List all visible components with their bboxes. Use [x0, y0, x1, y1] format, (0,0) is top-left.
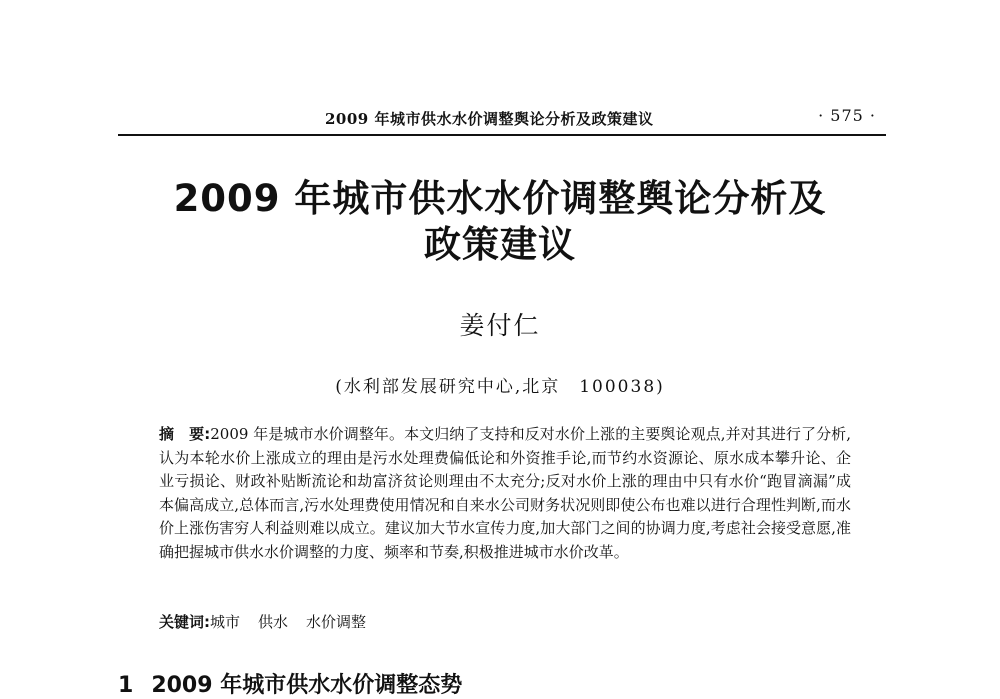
author-affiliation: (水利部发展研究中心,北京 100038) [335, 377, 665, 397]
article-title-line-1: 2009 年城市供水水价调整舆论分析及 [173, 177, 827, 220]
running-header [120, 104, 890, 132]
header-rule [118, 134, 886, 136]
abstract-block [159, 423, 851, 564]
abstract-text: 2009 年是城市水价调整年。本文归纳了支持和反对水价上涨的主要舆论观点,并对其进行了分析,认为本轮水价上涨成立的理由是污水处理费偏低论和外资推手论,而节约水资源论、原水成本攀升论、企业亏损论、财政补贴断流论和劫富济贫论则理由不太充分;反对水价上涨的理由中只有水价“跑冒滴漏”成本偏高成立,总体而言,污水处理费使用情况和自来水公司财务状况则即使公布也难以进行合理性判断,而水价上涨伤害穷人利益则难以成立。建议加大节水宣传力度,加大部门之间的协调力度,考虑社会接受意愿,准确把握城市供水水价调整的力度、频率和节奏,积极推进城市水价改革。 [159, 425, 852, 561]
article-title [120, 176, 880, 268]
section-title: 2009 年城市供水水价调整态势 [151, 673, 463, 698]
article-title-line-2: 政策建议 [424, 223, 576, 266]
keyword-price-adjustment: 水价调整 [306, 613, 367, 631]
keyword-water-supply: 供水 [258, 613, 289, 631]
section-number: 1 [118, 673, 134, 698]
author-name: 姜付仁 [459, 311, 541, 340]
keywords-block [159, 611, 851, 634]
page-number: · 575 · [818, 106, 876, 125]
keywords-label: 关键词: [159, 613, 210, 631]
abstract-label: 摘 要: [159, 425, 211, 443]
running-title: 2009 年城市供水水价调整舆论分析及政策建议 [325, 110, 654, 128]
keyword-city: 城市 [210, 613, 241, 631]
